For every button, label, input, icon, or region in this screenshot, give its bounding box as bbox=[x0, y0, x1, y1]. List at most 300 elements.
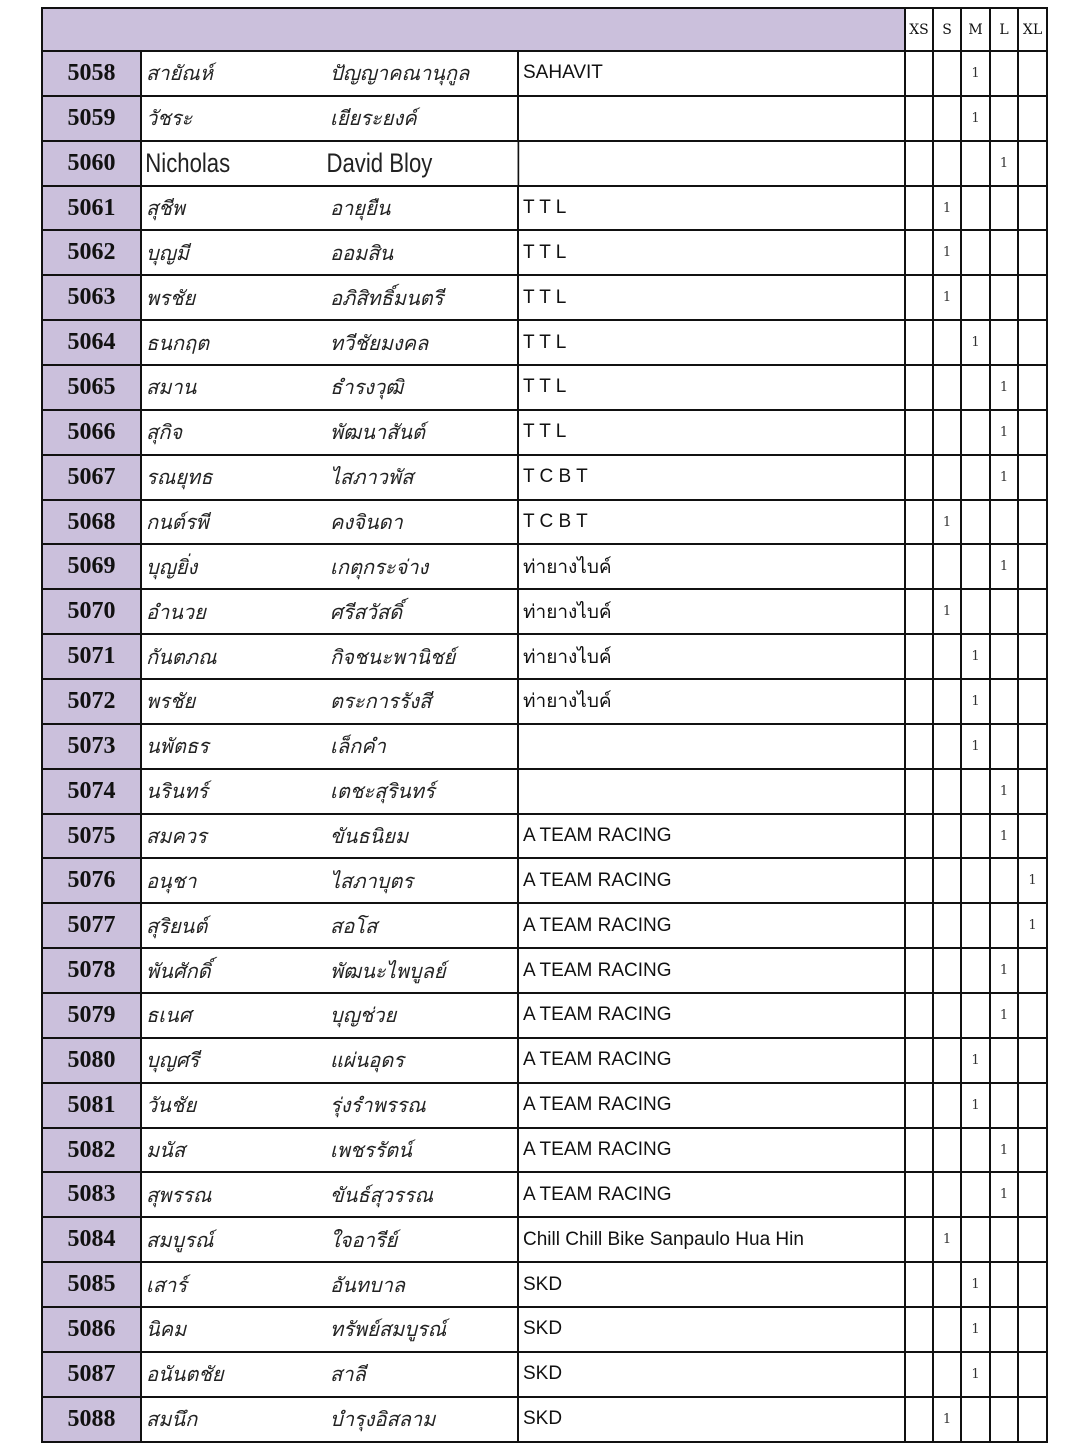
name-cell bbox=[142, 680, 519, 723]
name-cell bbox=[142, 1218, 519, 1261]
last-name: ไสภาบุตร bbox=[330, 868, 414, 893]
size-count-xl bbox=[1019, 1353, 1048, 1396]
size-count-xl bbox=[1019, 545, 1048, 588]
size-count-m bbox=[962, 187, 991, 230]
size-count-s bbox=[934, 1084, 962, 1127]
last-name: พัฒนะไพบูลย์ bbox=[330, 958, 446, 983]
name-cell bbox=[142, 142, 519, 185]
table-header-row bbox=[41, 7, 1048, 52]
bib-number: 5081 bbox=[41, 1084, 142, 1127]
size-count-xs bbox=[906, 187, 934, 230]
size-count-m bbox=[962, 815, 991, 858]
name-cell bbox=[142, 949, 519, 992]
table-row bbox=[41, 231, 1048, 276]
size-count-xs bbox=[906, 1218, 934, 1261]
size-count-xl bbox=[1019, 366, 1048, 409]
size-count-s bbox=[934, 815, 962, 858]
name-cell bbox=[142, 187, 519, 230]
name-cell bbox=[142, 545, 519, 588]
name-cell bbox=[142, 1173, 519, 1216]
size-count-l bbox=[991, 276, 1019, 319]
first-name: นรินทร์ bbox=[146, 779, 209, 804]
last-name: อายุยืน bbox=[330, 196, 391, 220]
table-row bbox=[41, 366, 1048, 411]
size-count-s bbox=[934, 456, 962, 499]
size-count-m: 1 bbox=[962, 1263, 991, 1306]
team-name: A TEAM RACING bbox=[519, 1173, 906, 1216]
name-cell bbox=[142, 411, 519, 454]
bib-number: 5088 bbox=[41, 1398, 142, 1441]
table-row bbox=[41, 859, 1048, 904]
last-name: บำรุงอิสลาม bbox=[330, 1407, 436, 1432]
name-cell bbox=[142, 815, 519, 858]
header-title-cell bbox=[41, 9, 906, 50]
size-count-m bbox=[962, 904, 991, 947]
size-count-s bbox=[934, 680, 962, 723]
size-count-s bbox=[934, 321, 962, 364]
size-count-s: 1 bbox=[934, 590, 962, 633]
size-count-s: 1 bbox=[934, 276, 962, 319]
size-count-xs bbox=[906, 545, 934, 588]
team-name: T T L bbox=[519, 231, 906, 274]
size-count-xs bbox=[906, 142, 934, 185]
team-name: T T L bbox=[519, 366, 906, 409]
name-cell bbox=[142, 994, 519, 1037]
size-count-s bbox=[934, 1263, 962, 1306]
first-name: อำนวย bbox=[146, 599, 206, 624]
size-count-m bbox=[962, 1218, 991, 1261]
size-count-m: 1 bbox=[962, 680, 991, 723]
size-count-l bbox=[991, 680, 1019, 723]
first-name: ธนกฤต bbox=[146, 330, 210, 355]
size-count-l bbox=[991, 1308, 1019, 1351]
size-count-xs bbox=[906, 456, 934, 499]
bib-number: 5069 bbox=[41, 545, 142, 588]
team-name: A TEAM RACING bbox=[519, 994, 906, 1037]
table-row bbox=[41, 545, 1048, 590]
team-name: ท่ายางไบค์ bbox=[519, 635, 906, 678]
last-name: เยียระยงค์ bbox=[330, 106, 417, 131]
last-name: กิจชนะพานิชย์ bbox=[330, 644, 456, 669]
size-count-xl bbox=[1019, 680, 1048, 723]
size-count-s bbox=[934, 725, 962, 768]
name-cell bbox=[142, 1353, 519, 1396]
size-count-xs bbox=[906, 590, 934, 633]
last-name: ออมสิน bbox=[330, 240, 394, 265]
size-count-l bbox=[991, 1263, 1019, 1306]
size-count-l bbox=[991, 97, 1019, 140]
first-name: สุกิจ bbox=[146, 420, 183, 445]
size-count-l bbox=[991, 501, 1019, 544]
first-name: สุพรรณ bbox=[146, 1182, 212, 1207]
size-count-xl bbox=[1019, 994, 1048, 1037]
size-count-l bbox=[991, 859, 1019, 902]
size-count-m bbox=[962, 276, 991, 319]
size-count-l bbox=[991, 1084, 1019, 1127]
first-name: ธเนศ bbox=[146, 1003, 192, 1028]
table-row bbox=[41, 1039, 1048, 1084]
size-count-xl bbox=[1019, 1218, 1048, 1261]
team-name bbox=[519, 770, 906, 813]
size-count-m bbox=[962, 1173, 991, 1216]
name-cell bbox=[142, 456, 519, 499]
size-count-xl bbox=[1019, 52, 1048, 95]
size-count-xs bbox=[906, 635, 934, 678]
table-row bbox=[41, 590, 1048, 635]
size-count-s bbox=[934, 1129, 962, 1172]
first-name: นิคม bbox=[146, 1317, 187, 1342]
last-name: David Bloy bbox=[326, 147, 433, 178]
table-row bbox=[41, 187, 1048, 232]
name-cell bbox=[142, 1084, 519, 1127]
size-count-s bbox=[934, 949, 962, 992]
table-row bbox=[41, 456, 1048, 501]
table-row bbox=[41, 1129, 1048, 1174]
size-count-xl bbox=[1019, 1308, 1048, 1351]
size-count-m bbox=[962, 142, 991, 185]
last-name: ศรีสวัสดิ์ bbox=[330, 599, 403, 624]
size-count-s bbox=[934, 1039, 962, 1082]
team-name: SKD bbox=[519, 1398, 906, 1441]
first-name: บุญมี bbox=[146, 240, 189, 265]
last-name: ขันธนิยม bbox=[330, 824, 409, 849]
size-count-m bbox=[962, 1129, 991, 1172]
first-name: วันชัย bbox=[146, 1093, 197, 1118]
size-count-l bbox=[991, 635, 1019, 678]
team-name: ท่ายางไบค์ bbox=[519, 545, 906, 588]
size-count-m: 1 bbox=[962, 321, 991, 364]
size-count-l bbox=[991, 231, 1019, 274]
size-count-xs bbox=[906, 1084, 934, 1127]
team-name: SAHAVIT bbox=[519, 52, 906, 95]
bib-number: 5076 bbox=[41, 859, 142, 902]
size-count-xs bbox=[906, 1308, 934, 1351]
size-count-l: 1 bbox=[991, 545, 1019, 588]
bib-number: 5071 bbox=[41, 635, 142, 678]
team-name: A TEAM RACING bbox=[519, 1039, 906, 1082]
last-name: รุ่งรำพรรณ bbox=[330, 1093, 426, 1118]
name-cell bbox=[142, 321, 519, 364]
table-row bbox=[41, 1263, 1048, 1308]
table-row bbox=[41, 635, 1048, 680]
size-count-xl: 1 bbox=[1019, 904, 1048, 947]
first-name: สมนึก bbox=[146, 1407, 198, 1432]
last-name: อภิสิทธิ์มนตรี bbox=[330, 285, 444, 310]
bib-number: 5061 bbox=[41, 187, 142, 230]
last-name: เตชะสุรินทร์ bbox=[330, 779, 435, 804]
bib-number: 5074 bbox=[41, 770, 142, 813]
size-count-xs bbox=[906, 680, 934, 723]
last-name: สอโส bbox=[330, 913, 378, 938]
bib-number: 5080 bbox=[41, 1039, 142, 1082]
bib-number: 5064 bbox=[41, 321, 142, 364]
size-count-xs bbox=[906, 1398, 934, 1441]
first-name: นพัตธร bbox=[146, 734, 209, 759]
size-count-m bbox=[962, 859, 991, 902]
size-count-s: 1 bbox=[934, 1218, 962, 1261]
size-count-xl: 1 bbox=[1019, 859, 1048, 902]
bib-number: 5078 bbox=[41, 949, 142, 992]
bib-number: 5067 bbox=[41, 456, 142, 499]
first-name: สุชีพ bbox=[146, 196, 185, 220]
size-count-l: 1 bbox=[991, 411, 1019, 454]
size-count-s: 1 bbox=[934, 501, 962, 544]
size-count-xl bbox=[1019, 590, 1048, 633]
table-row bbox=[41, 276, 1048, 321]
table-row bbox=[41, 501, 1048, 546]
table-row bbox=[41, 411, 1048, 456]
size-count-xl bbox=[1019, 1084, 1048, 1127]
size-count-xs bbox=[906, 815, 934, 858]
team-name: A TEAM RACING bbox=[519, 904, 906, 947]
header-size-s: S bbox=[934, 9, 962, 50]
size-count-m: 1 bbox=[962, 97, 991, 140]
table-row bbox=[41, 770, 1048, 815]
team-name: T T L bbox=[519, 187, 906, 230]
bib-number: 5072 bbox=[41, 680, 142, 723]
size-count-xl bbox=[1019, 456, 1048, 499]
team-name: T C B T bbox=[519, 501, 906, 544]
size-count-s bbox=[934, 97, 962, 140]
team-name: Chill Chill Bike Sanpaulo Hua Hin bbox=[519, 1218, 906, 1261]
size-count-xs bbox=[906, 949, 934, 992]
table-row bbox=[41, 321, 1048, 366]
size-count-xs bbox=[906, 276, 934, 319]
size-count-l: 1 bbox=[991, 1173, 1019, 1216]
name-cell bbox=[142, 1039, 519, 1082]
size-count-m bbox=[962, 994, 991, 1037]
table-row bbox=[41, 680, 1048, 725]
team-name: SKD bbox=[519, 1353, 906, 1396]
size-count-xs bbox=[906, 904, 934, 947]
first-name: อนุชา bbox=[146, 868, 197, 893]
size-count-xl bbox=[1019, 231, 1048, 274]
size-count-s bbox=[934, 1308, 962, 1351]
first-name: กนต์รพี bbox=[146, 510, 209, 535]
team-name: T T L bbox=[519, 411, 906, 454]
last-name: แผ่นอุดร bbox=[330, 1048, 405, 1073]
size-count-s bbox=[934, 411, 962, 454]
size-count-s bbox=[934, 1173, 962, 1216]
size-count-l: 1 bbox=[991, 1129, 1019, 1172]
first-name: มนัส bbox=[146, 1138, 186, 1163]
first-name: บุญศรี bbox=[146, 1048, 200, 1073]
bib-number: 5086 bbox=[41, 1308, 142, 1351]
team-name: SKD bbox=[519, 1263, 906, 1306]
first-name: อนันตชัย bbox=[146, 1362, 224, 1387]
name-cell bbox=[142, 1263, 519, 1306]
size-count-s bbox=[934, 142, 962, 185]
size-count-l bbox=[991, 1353, 1019, 1396]
bib-number: 5079 bbox=[41, 994, 142, 1037]
team-name: T T L bbox=[519, 321, 906, 364]
size-count-m: 1 bbox=[962, 635, 991, 678]
name-cell bbox=[142, 770, 519, 813]
name-cell bbox=[142, 231, 519, 274]
team-name: ท่ายางไบค์ bbox=[519, 590, 906, 633]
name-cell bbox=[142, 1398, 519, 1441]
size-count-xs bbox=[906, 366, 934, 409]
size-count-s bbox=[934, 1353, 962, 1396]
bib-number: 5077 bbox=[41, 904, 142, 947]
table-row bbox=[41, 52, 1048, 97]
size-count-s bbox=[934, 859, 962, 902]
size-count-xl bbox=[1019, 725, 1048, 768]
name-cell bbox=[142, 904, 519, 947]
size-count-xl bbox=[1019, 501, 1048, 544]
team-name: SKD bbox=[519, 1308, 906, 1351]
header-size-xl: XL bbox=[1019, 9, 1048, 50]
size-count-xl bbox=[1019, 815, 1048, 858]
name-cell bbox=[142, 1308, 519, 1351]
header-size-xs: XS bbox=[906, 9, 934, 50]
first-name: สมาน bbox=[146, 375, 197, 400]
table-body bbox=[41, 52, 1048, 1443]
first-name: วัชระ bbox=[146, 106, 193, 131]
size-count-xs bbox=[906, 1263, 934, 1306]
size-count-xl bbox=[1019, 1129, 1048, 1172]
last-name: พัฒนาสันต์ bbox=[330, 420, 426, 445]
size-count-m: 1 bbox=[962, 1353, 991, 1396]
team-name: A TEAM RACING bbox=[519, 1084, 906, 1127]
registration-table bbox=[41, 7, 1048, 1443]
team-name: A TEAM RACING bbox=[519, 949, 906, 992]
size-count-xl bbox=[1019, 142, 1048, 185]
size-count-m bbox=[962, 366, 991, 409]
last-name: เล็กคำ bbox=[330, 734, 386, 759]
first-name: พรชัย bbox=[146, 689, 196, 714]
table-row bbox=[41, 142, 1048, 187]
size-count-m: 1 bbox=[962, 1308, 991, 1351]
table-row bbox=[41, 1398, 1048, 1443]
team-name: A TEAM RACING bbox=[519, 859, 906, 902]
size-count-l: 1 bbox=[991, 949, 1019, 992]
last-name: ขันธ์สุวรรณ bbox=[330, 1182, 434, 1207]
header-size-l: L bbox=[991, 9, 1019, 50]
size-count-m bbox=[962, 949, 991, 992]
first-name: รณยุทธ bbox=[146, 465, 213, 490]
team-name: T T L bbox=[519, 276, 906, 319]
bib-number: 5073 bbox=[41, 725, 142, 768]
last-name: ธำรงวุฒิ bbox=[330, 375, 404, 400]
last-name: ทวีชัยมงคล bbox=[330, 330, 429, 355]
size-count-s bbox=[934, 994, 962, 1037]
size-count-m bbox=[962, 1398, 991, 1441]
size-count-xs bbox=[906, 97, 934, 140]
bib-number: 5059 bbox=[41, 97, 142, 140]
first-name: Nicholas bbox=[145, 147, 231, 178]
size-count-xl bbox=[1019, 321, 1048, 364]
team-name bbox=[519, 725, 906, 768]
size-count-m bbox=[962, 770, 991, 813]
size-count-xs bbox=[906, 859, 934, 902]
size-count-l: 1 bbox=[991, 994, 1019, 1037]
first-name: สมบูรณ์ bbox=[146, 1227, 214, 1252]
bib-number: 5083 bbox=[41, 1173, 142, 1216]
last-name: เกตุกระจ่าง bbox=[330, 554, 429, 579]
bib-number: 5084 bbox=[41, 1218, 142, 1261]
size-count-l: 1 bbox=[991, 366, 1019, 409]
size-count-l bbox=[991, 904, 1019, 947]
last-name: ใจอารีย์ bbox=[330, 1227, 398, 1252]
bib-number: 5066 bbox=[41, 411, 142, 454]
team-name bbox=[519, 142, 906, 185]
last-name: ทรัพย์สมบูรณ์ bbox=[330, 1317, 447, 1342]
first-name: สายัณห์ bbox=[146, 61, 213, 86]
table-row bbox=[41, 1084, 1048, 1129]
table-row bbox=[41, 725, 1048, 770]
name-cell bbox=[142, 635, 519, 678]
size-count-xs bbox=[906, 770, 934, 813]
size-count-xl bbox=[1019, 1398, 1048, 1441]
name-cell bbox=[142, 859, 519, 902]
bib-number: 5058 bbox=[41, 52, 142, 95]
size-count-l bbox=[991, 52, 1019, 95]
first-name: เสาร์ bbox=[146, 1272, 188, 1297]
first-name: พรชัย bbox=[146, 285, 196, 310]
table-row bbox=[41, 815, 1048, 860]
last-name: บุญช่วย bbox=[330, 1003, 397, 1028]
name-cell bbox=[142, 97, 519, 140]
size-count-l: 1 bbox=[991, 770, 1019, 813]
team-name: T C B T bbox=[519, 456, 906, 499]
size-count-xl bbox=[1019, 97, 1048, 140]
header-size-m: M bbox=[962, 9, 991, 50]
size-count-xl bbox=[1019, 635, 1048, 678]
bib-number: 5062 bbox=[41, 231, 142, 274]
size-count-xl bbox=[1019, 949, 1048, 992]
size-count-xs bbox=[906, 1129, 934, 1172]
name-cell bbox=[142, 590, 519, 633]
table-row bbox=[41, 1218, 1048, 1263]
name-cell bbox=[142, 1129, 519, 1172]
name-cell bbox=[142, 52, 519, 95]
table-row bbox=[41, 949, 1048, 994]
bib-number: 5075 bbox=[41, 815, 142, 858]
bib-number: 5063 bbox=[41, 276, 142, 319]
bib-number: 5087 bbox=[41, 1353, 142, 1396]
size-count-m bbox=[962, 590, 991, 633]
size-count-xs bbox=[906, 725, 934, 768]
size-count-m bbox=[962, 411, 991, 454]
size-count-l bbox=[991, 187, 1019, 230]
size-count-xl bbox=[1019, 276, 1048, 319]
last-name: คงจินดา bbox=[330, 510, 403, 535]
table-row bbox=[41, 97, 1048, 142]
size-count-l: 1 bbox=[991, 815, 1019, 858]
bib-number: 5070 bbox=[41, 590, 142, 633]
team-name: A TEAM RACING bbox=[519, 1129, 906, 1172]
size-count-l bbox=[991, 1039, 1019, 1082]
size-count-xs bbox=[906, 1353, 934, 1396]
size-count-xl bbox=[1019, 411, 1048, 454]
size-count-s bbox=[934, 635, 962, 678]
size-count-l: 1 bbox=[991, 456, 1019, 499]
size-count-m: 1 bbox=[962, 1084, 991, 1127]
table-row bbox=[41, 1353, 1048, 1398]
size-count-xs bbox=[906, 52, 934, 95]
size-count-s bbox=[934, 545, 962, 588]
size-count-xs bbox=[906, 1039, 934, 1082]
size-count-s bbox=[934, 770, 962, 813]
last-name: สาลี bbox=[330, 1362, 366, 1387]
bib-number: 5065 bbox=[41, 366, 142, 409]
bib-number: 5068 bbox=[41, 501, 142, 544]
last-name: อันทบาล bbox=[330, 1272, 406, 1297]
size-count-xl bbox=[1019, 1263, 1048, 1306]
size-count-xs bbox=[906, 411, 934, 454]
size-count-s: 1 bbox=[934, 187, 962, 230]
